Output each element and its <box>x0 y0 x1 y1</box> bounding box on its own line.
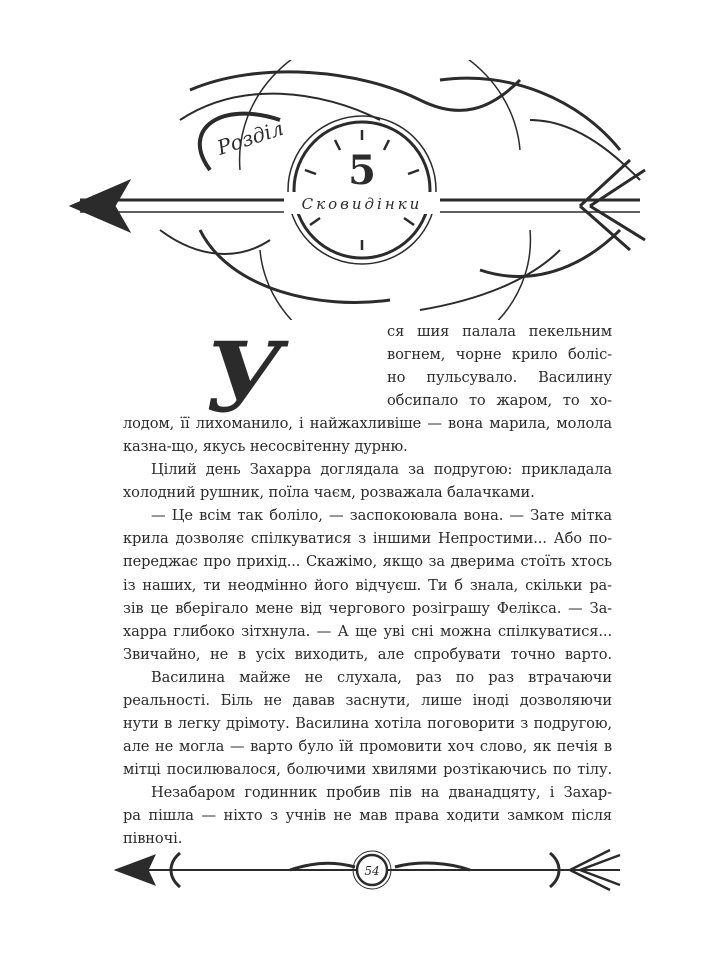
chapter-label: Розділ <box>214 115 287 160</box>
drop-cap: У <box>205 321 283 434</box>
text-line: мітці посилювалося, болючими хвилями розтікаючись по тілу. <box>123 760 612 778</box>
text-line: Цілий день Захарра доглядала за подругою: прикладала <box>151 461 612 479</box>
text-line: крила дозволяє спілкуватися з іншими Непростими... Або по- <box>123 530 612 548</box>
text-line: Звичайно, не в усіх виходить, але спробувати точно варто. <box>123 645 612 663</box>
text-line: ра пішла — ніхто з учнів не мав права ходити замком після <box>123 806 612 824</box>
text-line: вогнем, чорне крило боліс- <box>387 346 612 364</box>
text-line: переджає про прихід... Скажімо, якщо за дверима стоїть хтось <box>123 553 612 571</box>
text-line: Незабаром годинник пробив пів на дванадцяту, і Захар- <box>151 783 612 801</box>
text-line: лодом, її лихоманило, і найжахливіше — вона марила, молола <box>123 415 612 433</box>
text-line: півночі. <box>123 830 183 848</box>
text-line: нути в легку дрімоту. Василина хотіла поговорити з подругою, <box>123 714 612 732</box>
chapter-header-ornament <box>60 60 660 320</box>
text-line: казна-що, якусь несосвітенну дурню. <box>123 438 408 456</box>
text-line: зів це вберігало мене від чергового розіграшу Фелікса. — За- <box>123 599 612 617</box>
body-text <box>123 320 612 850</box>
text-line: харра глибоко зітхнула. — А ще уві сні можна спілкуватися... <box>123 622 612 640</box>
text-line: із наших, ти неодмінно його відчуєш. Ти б знала, скільки ра- <box>123 576 612 594</box>
text-line: холодний рушник, поїла чаєм, розважала балачками. <box>123 484 535 502</box>
text-line: Василина майже не слухала, раз по раз втрачаючи <box>151 668 612 686</box>
text-line: но пульсувало. Василину <box>387 369 612 387</box>
chapter-title: Сковидінки <box>301 195 423 213</box>
text-line: — Це всім так боліло, — заспокоювала вона. — Зате мітка <box>151 507 612 525</box>
text-line: ся шия палала пекельним <box>387 323 612 340</box>
footer-arrow-ornament <box>110 845 630 895</box>
page-number: 54 <box>364 864 380 878</box>
text-line: обсипало то жаром, то хо- <box>387 392 612 410</box>
text-line: реальності. Біль не давав заснути, лише іноді дозволяючи <box>123 691 612 709</box>
text-line: але не могла — варто було їй промовити хоч слово, як печія в <box>123 737 612 755</box>
chapter-number: 5 <box>348 147 376 194</box>
